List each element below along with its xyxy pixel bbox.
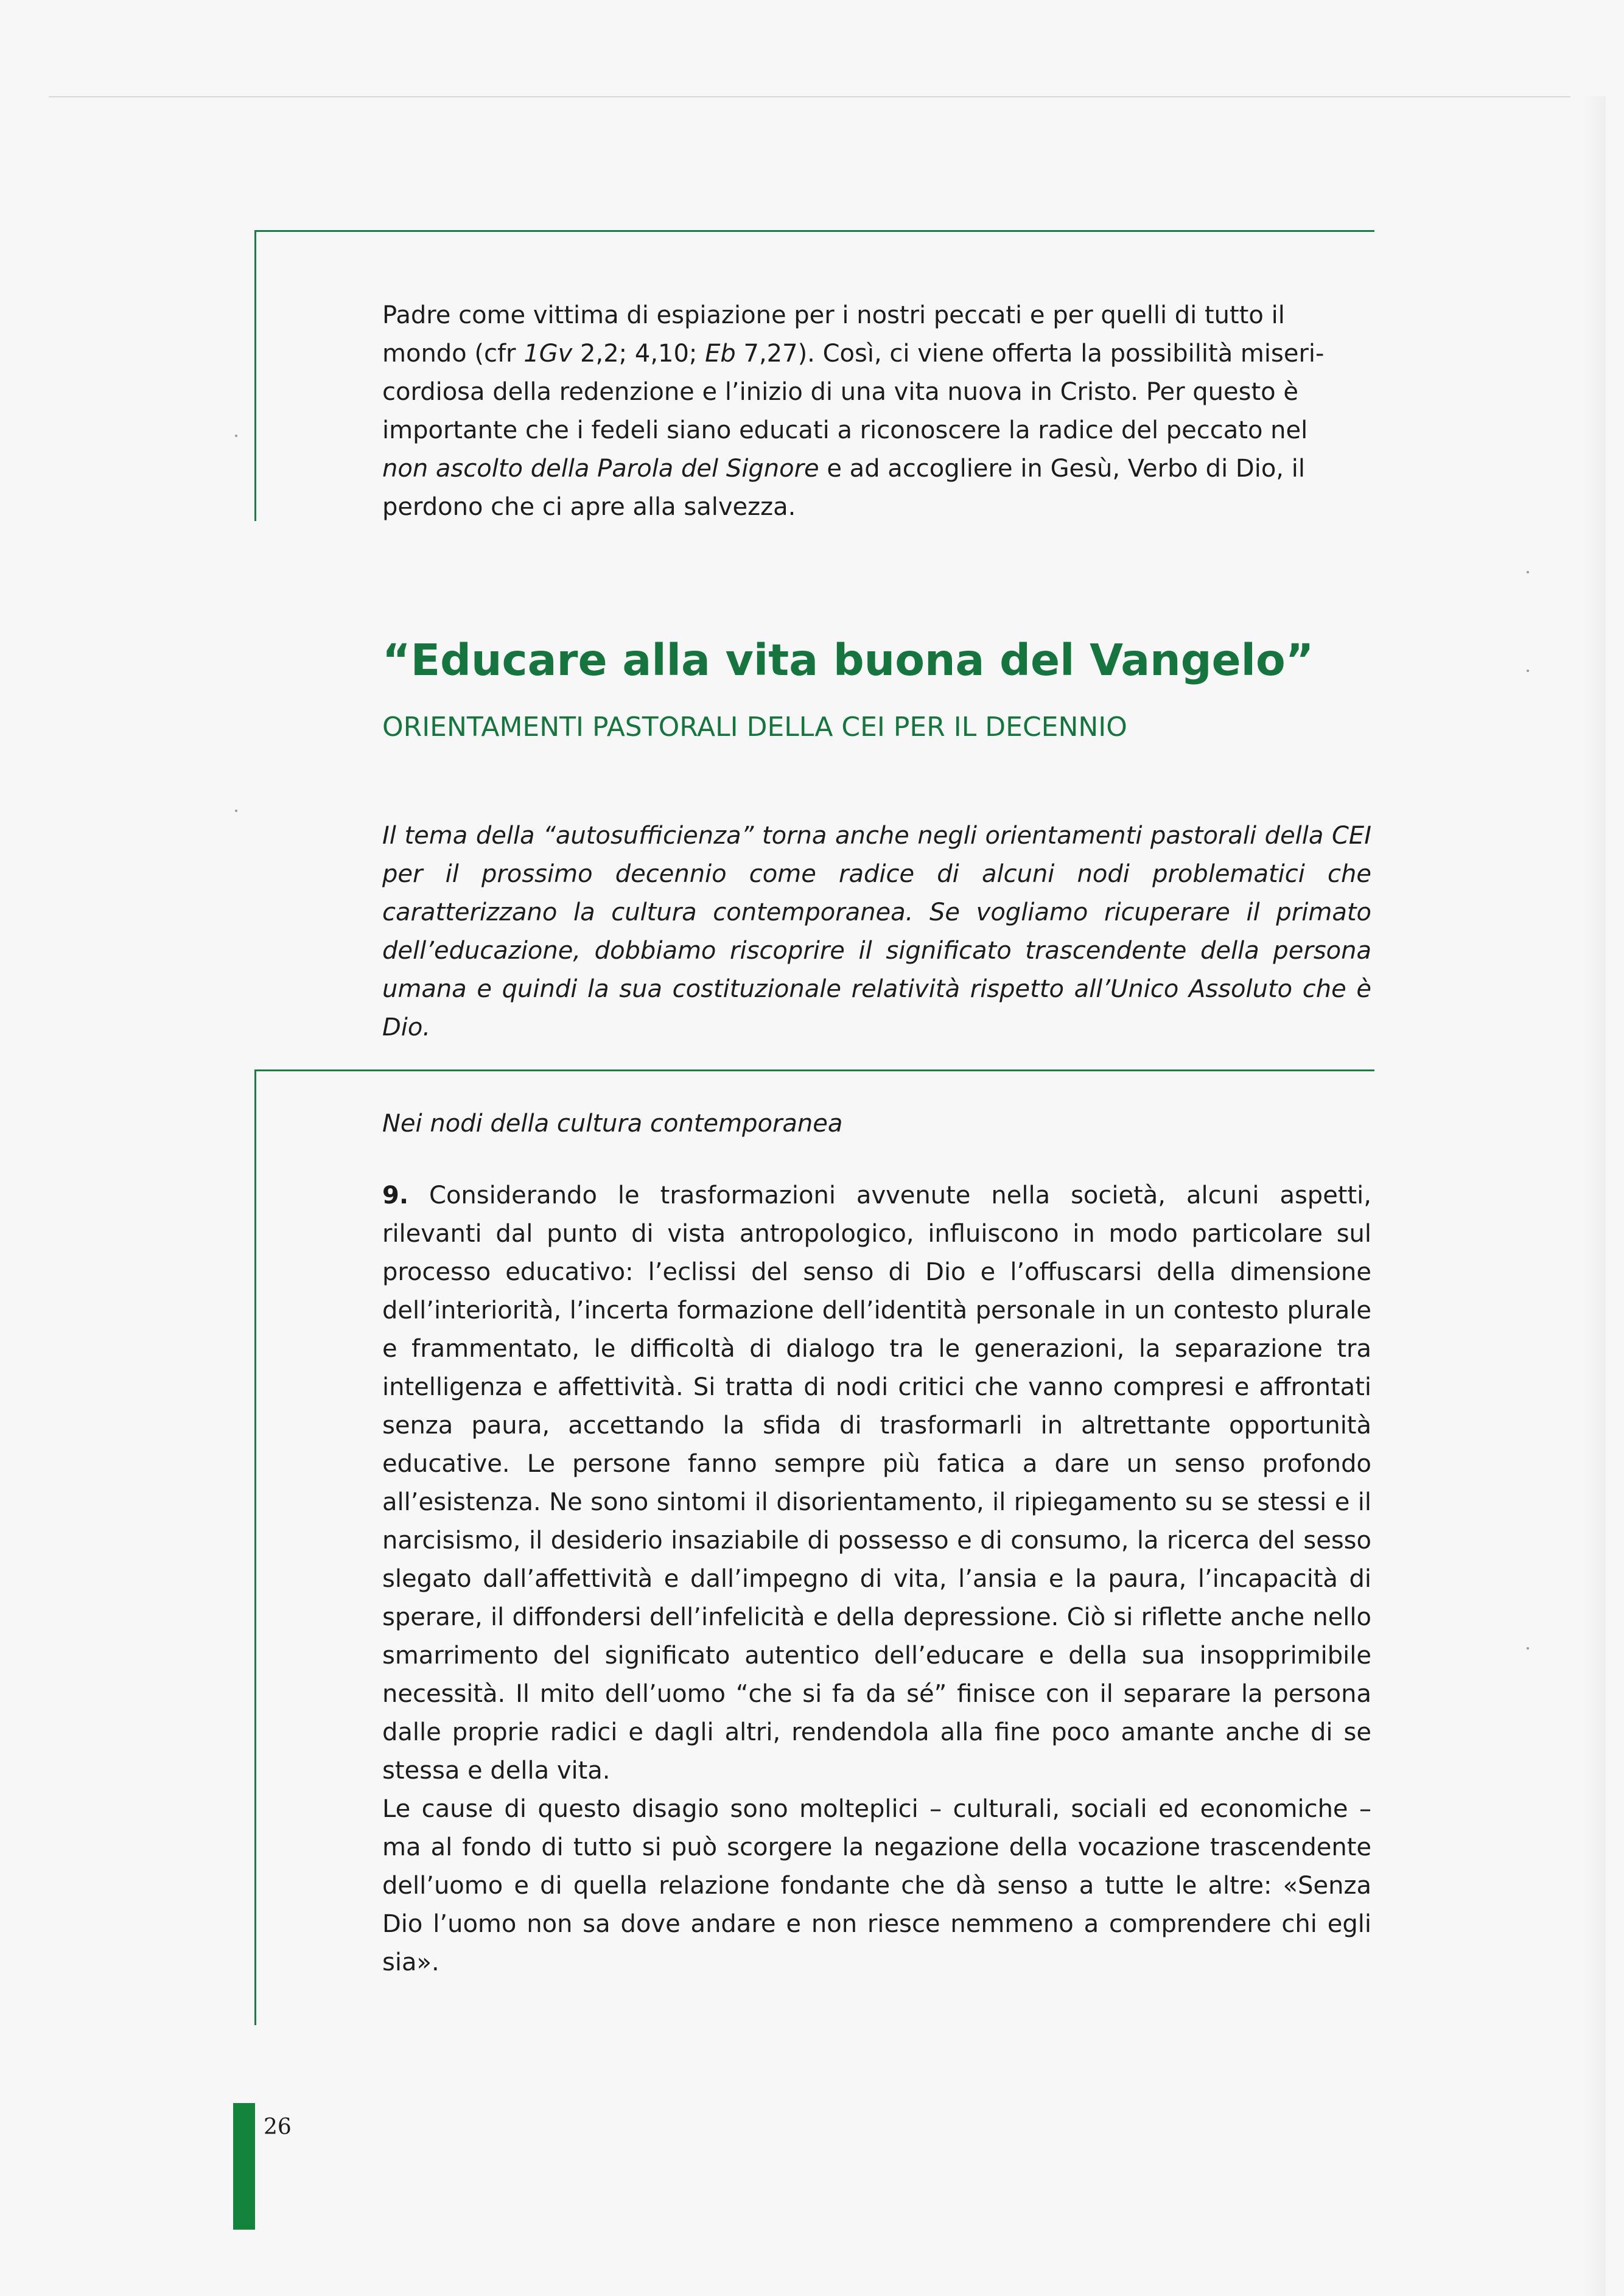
page-number: 26 (264, 2115, 292, 2140)
lead-line: Padre come vittima di espiazione per i nostri peccati e per quelli di tutto il (382, 301, 1285, 329)
frame-left-rule-top (254, 230, 256, 521)
lead-text: e ad accogliere in Gesù, Verbo di Dio, il (819, 455, 1305, 483)
emphasis-text: non ascolto della Parola del Signore (382, 455, 819, 483)
lead-line (382, 335, 1371, 373)
body-paragraph (382, 1177, 1371, 1982)
scan-speck (1527, 670, 1529, 672)
lead-line: perdono che ci apre alla salvezza. (382, 493, 796, 521)
paragraph-number: 9. (382, 1181, 409, 1209)
lead-text: 7,27). Così, ci viene offerta la possibilità miseri- (735, 340, 1325, 368)
frame-middle-rule (254, 1069, 1374, 1071)
paragraph-part (382, 1177, 1371, 1790)
paragraph-part: Le cause di questo disagio sono molteplici – culturali, sociali ed economiche – ma al fondo di tutto si può scorgere la negazione della vocazione trascendente dell’uomo e di quella relazione fondante che dà senso a tutte le altre: «Senza Dio l’uomo non sa dove andare e non riesce nemmeno a comprendere chi egli sia». (382, 1795, 1371, 1976)
scan-top-edge (49, 96, 1570, 97)
lead-paragraph (382, 296, 1371, 527)
scan-speck (235, 435, 237, 437)
lead-text: mondo (cfr (382, 340, 524, 368)
intro-paragraph: Il tema della “autosufficienza” torna anche negli orientamenti pastorali della CEI per il prossimo decennio come radice di alcuni nodi problematici che caratterizzano la cultura contemporanea. Se vogliamo ricuperare il primato dell’educazione, dobbiamo riscoprire il significato trascendente della persona umana e quindi la sua costituzionale relatività rispetto all’Unico Assoluto che è Dio. (382, 822, 1371, 1041)
frame-top-rule (254, 230, 1374, 232)
article-title: “Educare alla vita buona del Vangelo” (382, 635, 1314, 685)
section-heading: Nei nodi della cultura contemporanea (382, 1110, 843, 1138)
lead-text: 2,2; 4,10; (572, 340, 705, 368)
article-subtitle: ORIENTAMENTI PASTORALI DELLA CEI PER IL DECENNIO (382, 712, 1127, 743)
paragraph-text: Considerando le trasformazioni avvenute nella società, alcuni aspetti, rilevanti dal punto di vista antropologico, influiscono in modo particolare sul processo educativo: l’eclissi del senso di Dio e l’offuscarsi della dimensione dell’interiorità, l’incerta formazione dell’identità personale in un contesto plurale e frammentato, le difficoltà di dialogo tra le generazioni, la separazione tra intelligenza e affettività. Si tratta di nodi critici che vanno compresi e affrontati senza paura, accettando la sfida di trasformarli in altrettante opportunità educative. Le persone fanno sempre più fatica a dare un senso profondo all’esistenza. Ne sono sintomi il disorientamento, il ripiegamento su se stessi e il narcisismo, il desiderio insaziabile di possesso e di consumo, la ricerca del sesso slegato dall’affettività e dall’impegno di vita, l’ansia e la paura, l’incapacità di sperare, il diffondersi dell’infelicità e della depressione. Ciò si riflette anche nello smarrimento del significato autentico dell’educare e della sua insopprimibile necessità. Il mito dell’uomo “che si fa da sé” finisce con il separare la persona dalle proprie radici e dagli altri, rendendola alla fine poco amante anche di se stessa e della vita. (382, 1181, 1371, 1785)
scan-speck (1527, 1647, 1529, 1650)
scan-speck (235, 810, 237, 812)
bible-reference: 1Gv (523, 340, 573, 368)
lead-line (382, 450, 1371, 488)
frame-left-rule-bottom (254, 1069, 256, 2025)
scan-speck (1527, 571, 1529, 573)
scan-right-shadow (1581, 96, 1606, 2296)
lead-line: importante che i fedeli siano educati a riconoscere la radice del peccato nel (382, 416, 1308, 444)
lead-line: cordiosa della redenzione e l’inizio di una vita nuova in Cristo. Per questo è (382, 378, 1298, 406)
bible-reference: Eb (705, 340, 736, 368)
page-number-bar (233, 2103, 255, 2230)
